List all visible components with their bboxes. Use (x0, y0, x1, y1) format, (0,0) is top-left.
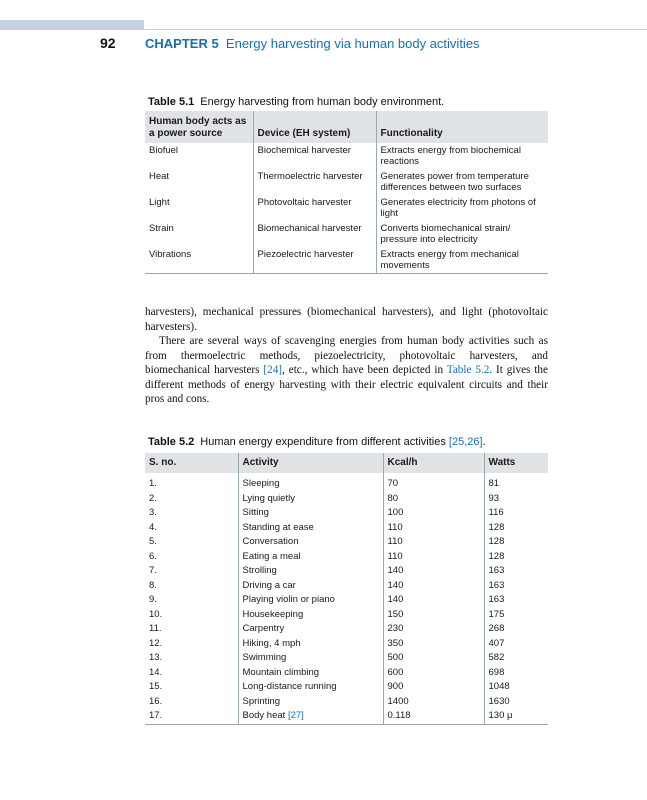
table-cell: Biomechanical harvester (253, 221, 376, 247)
table-cell: Eating a meal (238, 550, 383, 565)
table-row (145, 637, 548, 652)
table-cell: 110 (383, 521, 484, 536)
table-cell: Driving a car (238, 579, 383, 594)
table-cell (238, 709, 383, 724)
table-cell: 230 (383, 622, 484, 637)
table-cell: 150 (383, 608, 484, 623)
table-row (145, 666, 548, 681)
table-cell: 13. (149, 652, 163, 663)
table-row (145, 680, 548, 695)
table-row (145, 579, 548, 594)
table-row (145, 195, 548, 221)
table-cell: Biofuel (149, 145, 179, 156)
table-cell: Photovoltaic harvester (253, 195, 376, 221)
table-cell: Heat (149, 171, 170, 182)
paragraph-text: , etc., which have been depicted in (282, 364, 447, 376)
table2-caption-end: . (482, 436, 486, 448)
table2-header-row (145, 453, 548, 473)
table-cell: 70 (383, 473, 484, 492)
table-cell: 1630 (484, 695, 548, 710)
table2-header-cell: Activity (238, 453, 383, 473)
table-cell: 407 (484, 637, 548, 652)
running-header (145, 36, 480, 51)
table-cell: Sleeping (238, 473, 383, 492)
table-cell: Extracts energy from biochemical reactions (376, 143, 548, 169)
table-cell: Playing violin or piano (238, 593, 383, 608)
table-cell: 93 (484, 492, 548, 507)
table1-caption (148, 96, 444, 108)
table-cell: 163 (484, 579, 548, 594)
table2 (145, 453, 548, 725)
table-cell: 7. (149, 565, 157, 576)
table-cell: Vibrations (145, 247, 253, 274)
table2-caption-text: Human energy expenditure from different activities (200, 436, 446, 448)
header-accent-bar (0, 20, 144, 30)
table-cell: 140 (383, 564, 484, 579)
paragraph-text: There are several ways of scavenging energies from human body activities such as from thermoelectric methods, piezoelectricity, photovoltaic harvesters, and biomechanical harvesters (145, 335, 548, 376)
table-cell: 1048 (484, 680, 548, 695)
table-row (145, 521, 548, 536)
table-cell: 0.118 (383, 709, 484, 724)
table1 (145, 111, 548, 274)
chapter-label: CHAPTER 5 (145, 36, 219, 51)
table-cell: Converts biomechanical strain/ pressure into electricity (376, 221, 548, 247)
table-cell: Carpentry (238, 622, 383, 637)
table2-header-cell: Watts (484, 453, 548, 473)
table-row (145, 550, 548, 565)
table-cell: 268 (484, 622, 548, 637)
table-cell: 17. (145, 709, 238, 724)
table-row (145, 143, 548, 169)
table-cell: Generates electricity from photons of light (376, 195, 548, 221)
table-cell: 140 (383, 579, 484, 594)
table-cell: 116 (484, 506, 548, 521)
reference-link[interactable]: [24] (263, 364, 283, 376)
table-cell: 140 (383, 593, 484, 608)
table2-header-cell: S. no. (145, 453, 238, 473)
table-cell: Mountain climbing (238, 666, 383, 681)
table-cell: 1400 (383, 695, 484, 710)
table2-caption-cite[interactable]: [25,26] (448, 436, 483, 448)
table-row (145, 593, 548, 608)
table-row (145, 608, 548, 623)
table-cell: Swimming (238, 651, 383, 666)
table-cell: Thermoelectric harvester (253, 169, 376, 195)
table-cell: Conversation (238, 535, 383, 550)
table1-header-cell: Human body acts as a power source (145, 111, 253, 143)
table-cell: Standing at ease (238, 521, 383, 536)
table-cell: 12. (149, 637, 163, 649)
table-cell: Hiking, 4 mph (238, 637, 383, 652)
table-cell: Lying quietly (238, 492, 383, 507)
paragraph: harvesters), mechanical pressures (biomechanical harvesters), and light (photovoltaic harvesters). (145, 306, 548, 333)
table-cell: 350 (383, 637, 484, 652)
table-reference-link[interactable]: Table 5.2 (446, 364, 490, 376)
table-cell: Light (149, 197, 170, 208)
table-cell: 163 (484, 593, 548, 608)
page-number: 92 (100, 35, 116, 51)
table-cell: 163 (484, 564, 548, 579)
table-cell: 16. (149, 695, 163, 707)
table-row (145, 247, 548, 274)
table-cell: 15. (149, 681, 163, 692)
table-cell: 110 (383, 535, 484, 550)
chapter-title: Energy harvesting via human body activities (225, 36, 480, 51)
table-row (145, 564, 548, 579)
header-rule (144, 29, 647, 30)
table-cell: Piezoelectric harvester (253, 247, 376, 274)
table-cell: 3. (149, 507, 157, 518)
table-cell: 698 (484, 666, 548, 681)
table-cell: 80 (383, 492, 484, 507)
table-cell: 5. (149, 536, 157, 547)
table2-caption (148, 436, 486, 448)
table-cell: 128 (484, 521, 548, 536)
table-row (145, 492, 548, 507)
table1-header-cell: Device (EH system) (253, 111, 376, 143)
table1-label: Table 5.1 (148, 96, 195, 108)
table-row (145, 622, 548, 637)
table-cell: 128 (484, 535, 548, 550)
table-cell: Generates power from temperature differences between two surfaces (376, 169, 548, 195)
table-cell: Housekeeping (238, 608, 383, 623)
table-cell: Strain (149, 223, 174, 234)
table-cell: 6. (149, 550, 157, 562)
table-row (145, 221, 548, 247)
table-cell: 4. (149, 521, 157, 533)
table-cell: 11. (149, 623, 162, 634)
table-cell: 110 (383, 550, 484, 565)
table-cell: Biochemical harvester (253, 143, 376, 169)
table-cell: Strolling (238, 564, 383, 579)
table-cell: Long-distance running (238, 680, 383, 695)
body-text (145, 305, 548, 407)
table-cell: 81 (484, 473, 548, 492)
paragraph (145, 334, 548, 407)
table-cell: 2. (149, 492, 157, 504)
activity-label: Body heat (242, 710, 286, 721)
table-row (145, 535, 548, 550)
table-cell: 130 μ (484, 709, 548, 724)
table-cell: Extracts energy from mechanical movements (376, 247, 548, 274)
table1-header-row (145, 111, 548, 143)
table1-caption-text: Energy harvesting from human body environment. (200, 96, 445, 108)
table-cell: 900 (383, 680, 484, 695)
table-row (145, 695, 548, 710)
table1-header-cell: Functionality (376, 111, 548, 143)
table-cell: 128 (484, 550, 548, 565)
table2-header-cell: Kcal/h (383, 453, 484, 473)
table-cell: Sprinting (238, 695, 383, 710)
table-cell: 500 (383, 651, 484, 666)
table-cell: 582 (484, 651, 548, 666)
table-cell: 10. (149, 608, 163, 620)
table-cell: 100 (383, 506, 484, 521)
table-cell: 9. (149, 594, 157, 605)
table-row (145, 473, 548, 492)
table-row (145, 651, 548, 666)
paragraph-text: . It gives the different methods of energy harvesting with their electric equivalent circuits and their pros and cons. (145, 364, 548, 405)
table-cell: 1. (149, 478, 157, 489)
table-row (145, 169, 548, 195)
table-row (145, 709, 548, 724)
table-cell: 175 (484, 608, 548, 623)
table-cell: 14. (149, 666, 163, 678)
table-cell: 600 (383, 666, 484, 681)
body-heat-cite[interactable]: [27] (287, 710, 304, 721)
table2-label: Table 5.2 (148, 436, 195, 448)
table-row (145, 506, 548, 521)
table-cell: Sitting (238, 506, 383, 521)
table-cell: 8. (149, 579, 157, 591)
